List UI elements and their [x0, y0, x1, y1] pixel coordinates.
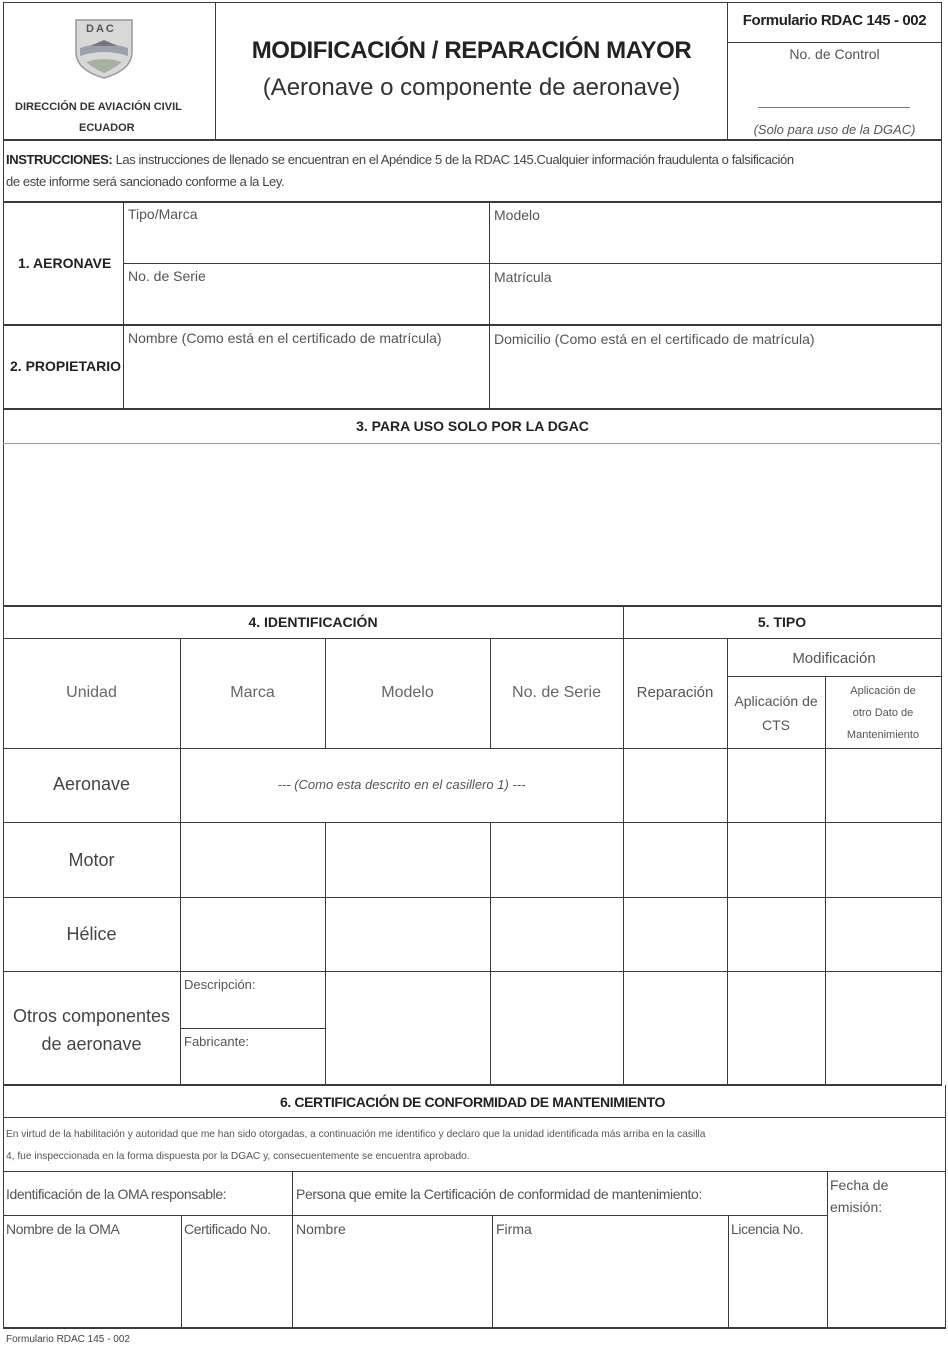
no-serie-field[interactable]: No. de Serie — [128, 268, 206, 284]
org-name: DIRECCIÓN DE AVIACIÓN CIVIL — [15, 101, 182, 113]
section-certificacion-title: 6. CERTIFICACIÓN DE CONFORMIDAD DE MANTENIMIENTO — [280, 1094, 665, 1110]
page-title: MODIFICACIÓN / REPARACIÓN MAYOR — [251, 37, 692, 64]
nombre-field[interactable]: Nombre — [296, 1221, 346, 1237]
org-country: ECUADOR — [79, 122, 135, 134]
control-number-label: No. de Control — [789, 46, 880, 62]
row-otros-componentes-2: de aeronave — [41, 1034, 142, 1054]
col-cts-2: CTS — [762, 717, 790, 733]
col-marca: Marca — [230, 684, 275, 701]
col-modificacion: Modificación — [792, 650, 876, 667]
certificacion-text-2: 4, fue inspeccionada en la forma dispuesta por la DGAC y, consecuentemente se encuentra aprobado. — [6, 1151, 470, 1162]
persona-label: Persona que emite la Certificación de conformidad de mantenimiento: — [296, 1186, 702, 1202]
instructions-heading: INSTRUCCIONES: — [6, 152, 113, 167]
firma-field[interactable]: Firma — [496, 1221, 532, 1237]
logo-text: DAC — [86, 23, 116, 35]
instructions-text: Las instrucciones de llenado se encuentran en el Apéndice 5 de la RDAC 145.Cualquier información fraudulenta o falsificación — [112, 152, 794, 167]
col-otro-dato: Aplicación de — [850, 685, 916, 697]
footer-form-id: Formulario RDAC 145 - 002 — [6, 1334, 130, 1345]
descripcion-field[interactable]: Descripción: — [184, 977, 256, 992]
section-identificacion-title: 4. IDENTIFICACIÓN — [248, 614, 378, 630]
modelo-field[interactable]: Modelo — [494, 207, 540, 223]
nombre-oma-field[interactable]: Nombre de la OMA — [6, 1221, 120, 1237]
col-reparacion: Reparación — [636, 684, 714, 701]
section-tipo-title: 5. TIPO — [757, 614, 807, 630]
col-otro-dato-3: Mantenimiento — [846, 729, 920, 741]
col-otro-dato-2: otro Dato de — [852, 707, 914, 719]
aeronave-note: --- (Como esta descrito en el casillero 1) --- — [277, 777, 526, 792]
section-dgac-title: 3. PARA USO SOLO POR LA DGAC — [356, 418, 589, 434]
fabricante-field[interactable]: Fabricante: — [184, 1034, 250, 1049]
row-otros-componentes: Otros componentes — [12, 1006, 171, 1026]
col-unidad: Unidad — [66, 684, 117, 701]
instructions-line1 — [6, 152, 794, 167]
certificado-no-field[interactable]: Certificado No. — [184, 1221, 271, 1237]
page-subtitle: (Aeronave o componente de aeronave) — [262, 74, 681, 101]
fecha-emision-field[interactable]: Fecha de — [830, 1177, 889, 1193]
fecha-emision-field-2: emisión: — [830, 1199, 883, 1215]
propietario-domicilio-field[interactable]: Domicilio (Como está en el certificado de matrícula) — [494, 331, 815, 347]
section-aeronave-title: 1. AERONAVE — [18, 255, 112, 271]
col-cts: Aplicación de — [734, 693, 818, 709]
certificacion-text-1: En virtud de la habilitación y autoridad que me han sido otorgadas, a continuación me identifico y declaro que la unidad identificada más arriba en la casilla — [6, 1129, 706, 1140]
matricula-field[interactable]: Matrícula — [494, 269, 552, 285]
oma-id-label: Identificación de la OMA responsable: — [6, 1186, 227, 1202]
form-id: Formulario RDAC 145 - 002 — [742, 12, 927, 29]
row-aeronave: Aeronave — [52, 774, 131, 794]
row-helice: Hélice — [66, 924, 117, 944]
dac-logo — [72, 18, 136, 80]
section-propietario-title: 2. PROPIETARIO — [10, 358, 121, 374]
licencia-no-field[interactable]: Licencia No. — [731, 1221, 804, 1237]
col-modelo: Modelo — [381, 684, 434, 701]
dgac-only-note: (Solo para uso de la DGAC) — [753, 122, 916, 137]
tipo-marca-field[interactable]: Tipo/Marca — [128, 206, 198, 222]
col-no-serie: No. de Serie — [512, 684, 601, 701]
dgac-use-area[interactable] — [4, 444, 941, 605]
row-motor: Motor — [68, 850, 115, 870]
propietario-nombre-field[interactable]: Nombre (Como está en el certificado de matrícula) — [128, 330, 442, 346]
instructions-line2: de este informe será sancionado conforme a la Ley. — [6, 174, 285, 189]
